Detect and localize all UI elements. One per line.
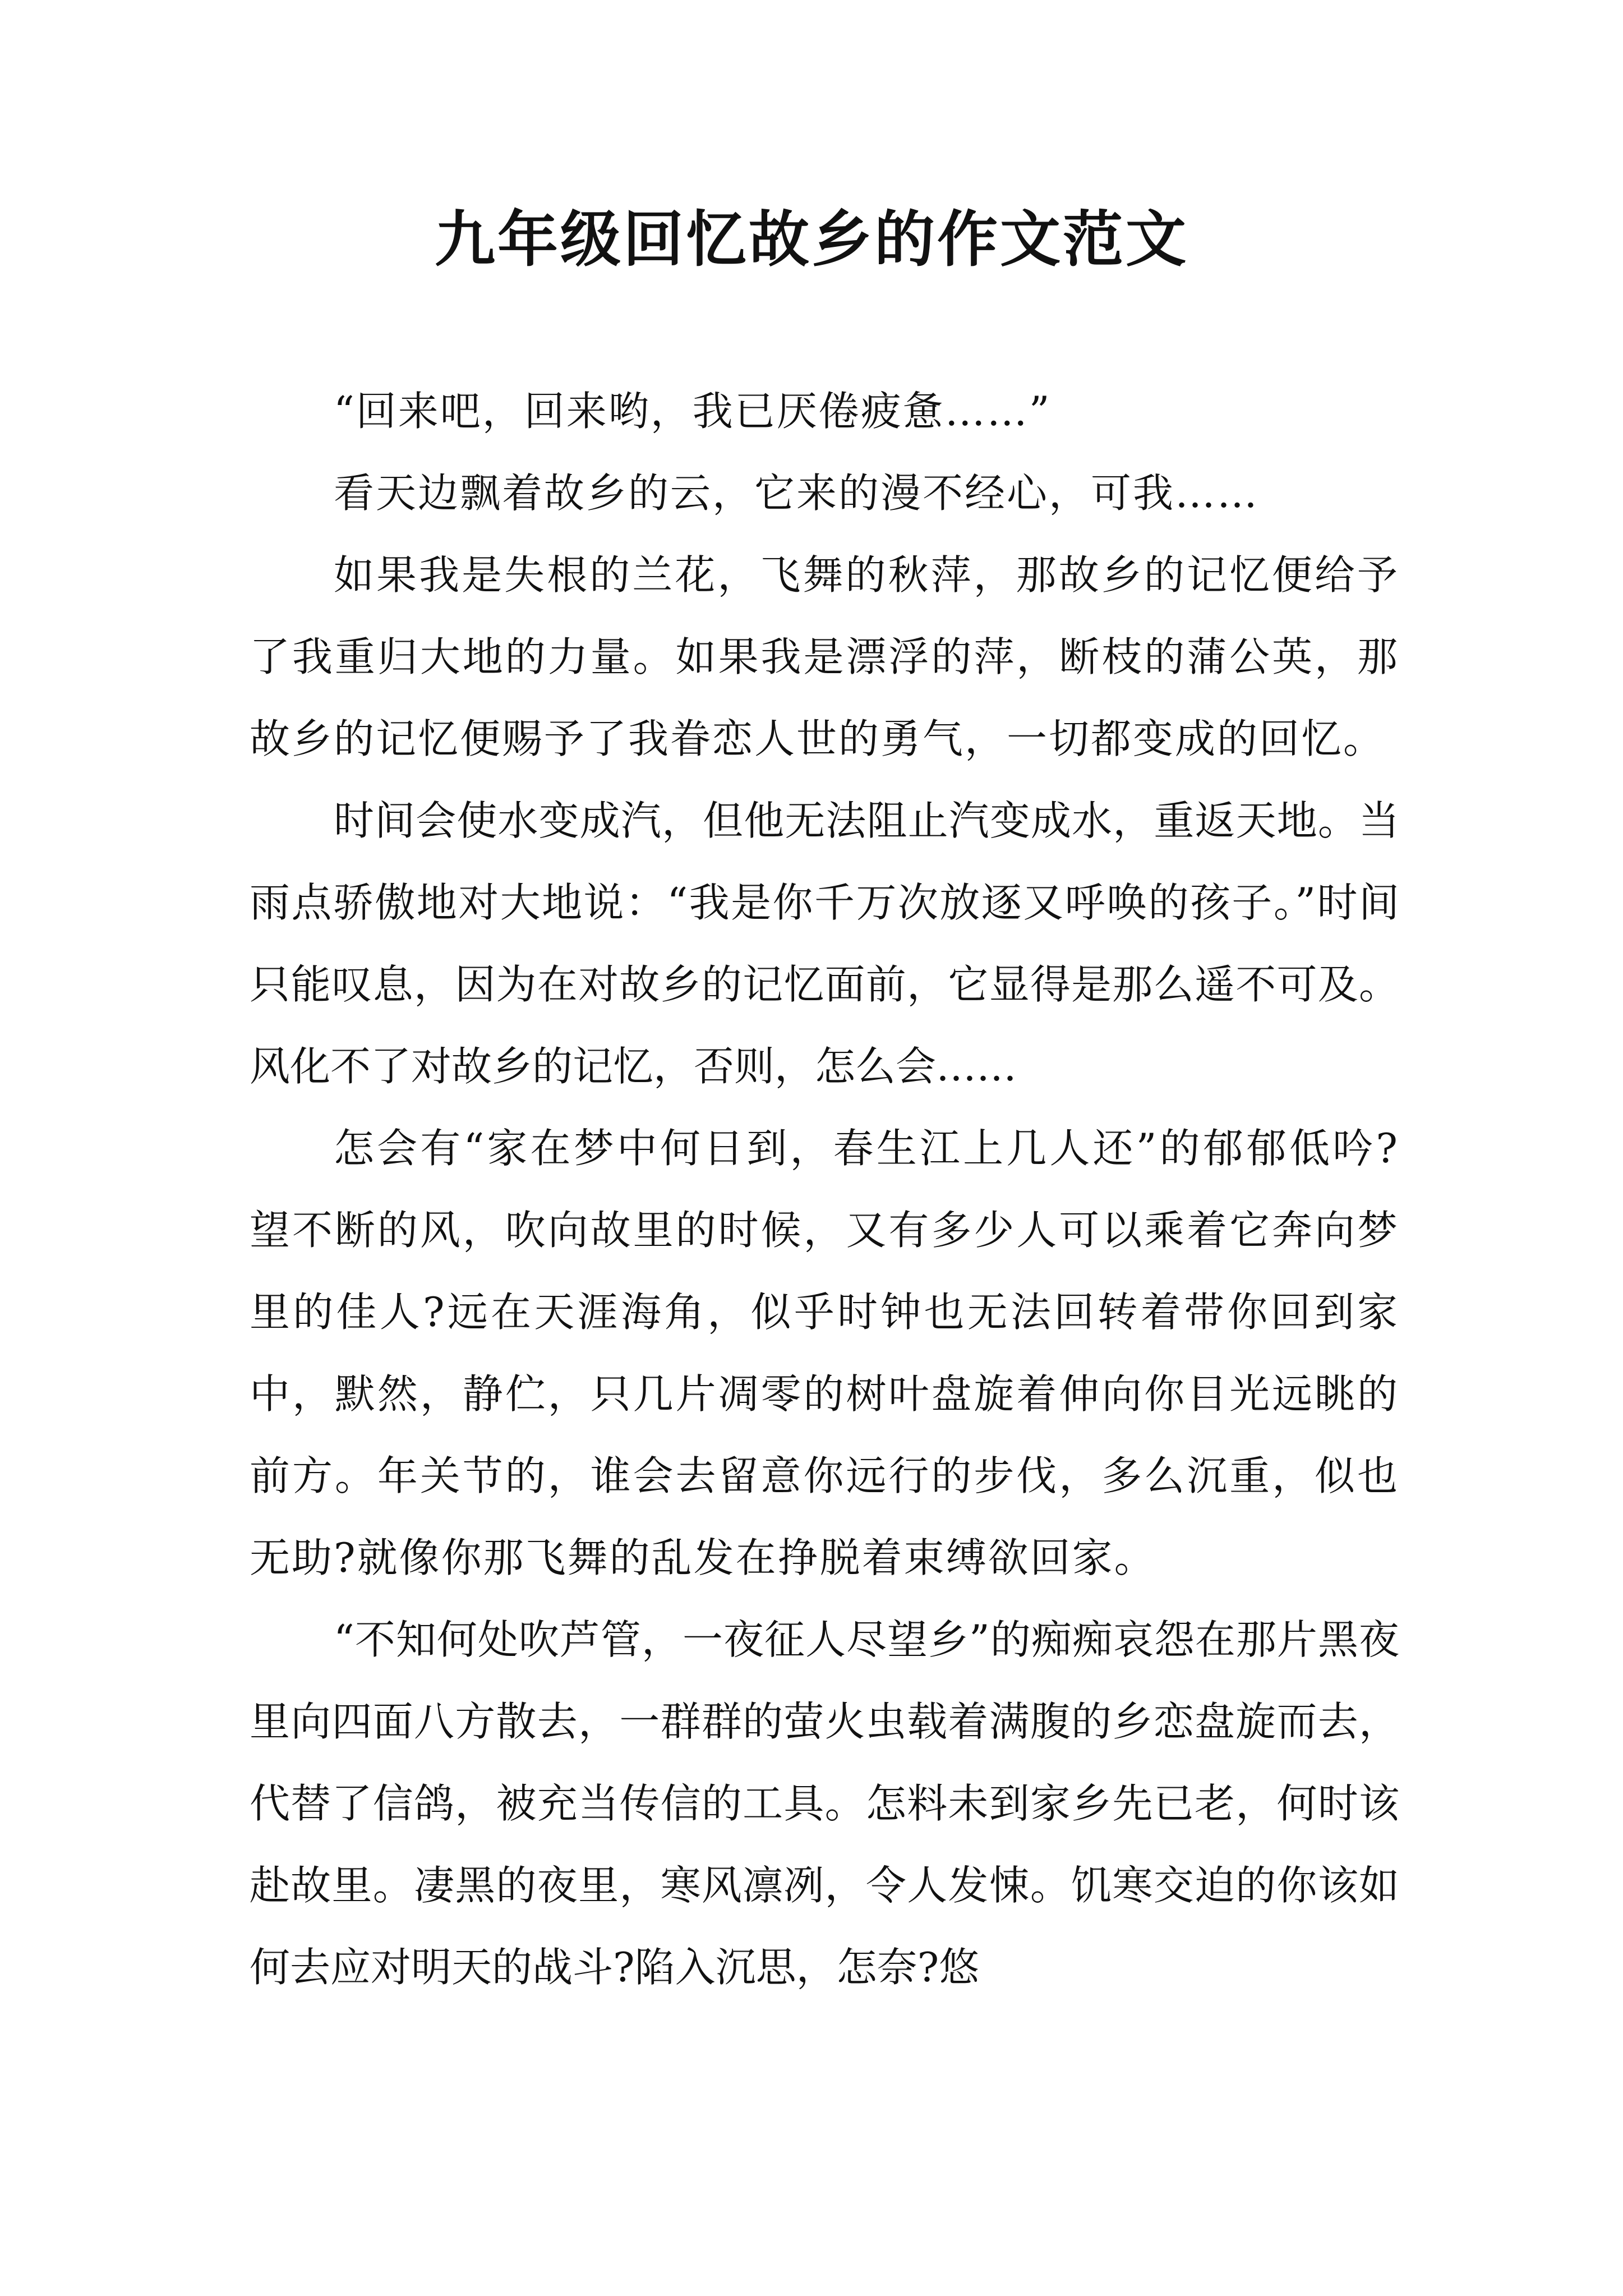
document-title: 九年级回忆故乡的作文范文 [434,204,1188,275]
document-body [250,370,1399,2008]
paragraph-3: 如果我是失根的兰花，飞舞的秋萍，那故乡的记忆便给予了我重归大地的力量。如果我是漂浮的萍，断枝的蒲公英，那故乡的记忆便赐予了我眷恋人世的勇气，一切都变成的回忆。 [250,551,1399,762]
paragraph-1: “回来吧，回来哟，我已厌倦疲惫……” [334,388,1052,435]
paragraph-6: “不知何处吹芦管，一夜征人尽望乡”的痴痴哀怨在那片黑夜里向四面八方散去，一群群的萤火虫载着满腹的乡恋盘旋而去，代替了信鸽，被充当传信的工具。怎料未到家乡先已老，何时该赴故里。凄黑的夜里，寒风凛冽，令人发悚。饥寒交迫的你该如何去应对明天的战斗?陷入沉思，怎奈?悠 [250,1616,1399,1991]
paragraph-5: 怎会有“家在梦中何日到，春生江上几人还”的郁郁低吟?望不断的风，吹向故里的时候，又有多少人可以乘着它奔向梦里的佳人?远在天涯海角，似乎时钟也无法回转着带你回到家中，默然，静伫，只几片凋零的树叶盘旋着伸向你目光远眺的前方。年关节的，谁会去留意你远行的步伐，多么沉重，似也无助?就像你那飞舞的乱发在挣脱着束缚欲回家。 [250,1125,1399,1581]
paragraph-4: 时间会使水变成汽，但他无法阻止汽变成水，重返天地。当雨点骄傲地对大地说：“我是你千万次放逐又呼唤的孩子。”时间只能叹息，因为在对故乡的记忆面前，它显得是那么遥不可及。风化不了对故乡的记忆，否则，怎么会…… [250,797,1399,1090]
paragraph-2: 看天边飘着故乡的云，它来的漫不经心，可我…… [334,470,1260,517]
